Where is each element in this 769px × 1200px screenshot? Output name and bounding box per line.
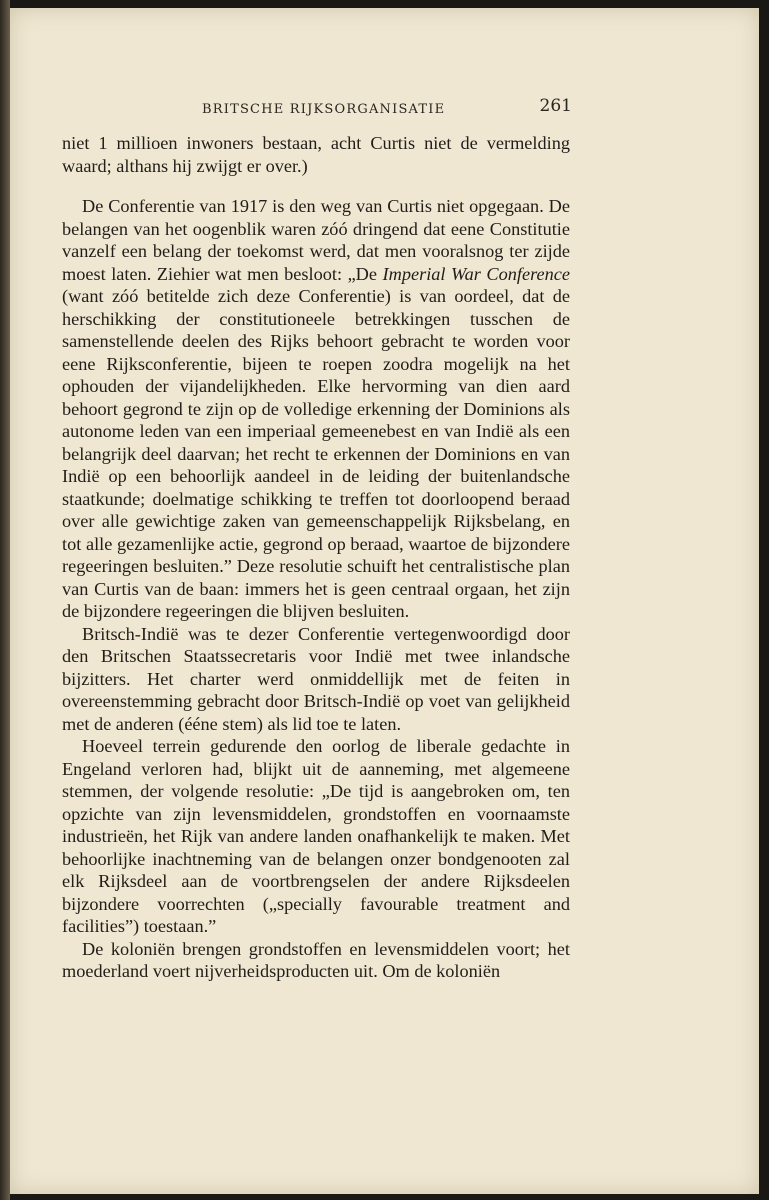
- page-number: 261: [539, 96, 572, 116]
- paragraph: Hoeveel terrein gedurende den oorlog de liberale gedachte in Engeland verloren had, blijkt uit de aanneming, met algemeene stemmen, der volgende resolutie: „De tijd is aangebroken om, ten opzichte van zijn levensmiddelen, grondstoffen en voornaamste industrieën, het Rijk van andere landen onafhankelijk te maken. Met behoorlijke inachtneming van de belangen onzer bondgenooten zal elk Rijksdeel aan de voortbrengselen der andere Rijksdeelen bijzondere voorrechten („specially favourable treatment and facilities”) toestaan.”: [62, 736, 570, 936]
- paragraph: [62, 195, 570, 623]
- paragraph: De koloniën brengen grondstoffen en levensmiddelen voort; het moederland voert nijverheidsproducten uit. Om de koloniën: [62, 938, 570, 981]
- italic-title: Imperial War Conference: [382, 263, 570, 284]
- running-title: BRITSCHE RIJKSORGANISATIE: [202, 102, 446, 117]
- body-text: [62, 132, 570, 983]
- paragraph-text: (want zóó betitelde zich deze Conferentie) is van oordeel, dat de herschikking der constitutioneele betrekkingen tusschen de samenstellende deelen des Rijks behoort gebracht te worden voor eene Rijksconferentie, bijeen te roepen zoodra mogelijk na het ophouden der vijandelijkheden. Elke hervorming van dien aard behoort gegrond te zijn op de volledige erkenning der Dominions als autonome leden van een imperiaal gemeenebest en van Indië als een belangrijk deel daarvan; het recht te erkennen der Dominions en van Indië op een behoorlijk aandeel in de leiding der buitenlandsche staatkunde; doelmatige schikking te treffen tot doorloopend beraad over alle gewichtige zaken van gemeenschappelijk Rijksbelang, en tot alle gezamenlijke actie, gegrond op beraad, waartoe de bijzondere regeeringen besluiten.” Deze resolutie schuift het centralistische plan van Curtis van de baan: immers het is geen centraal orgaan, het zijn de bijzondere regeeringen die blijven besluiten.: [62, 286, 570, 621]
- paragraph-text: De Conferentie van 1917 is den weg van Curtis niet opgegaan. De belangen van het oogenblik waren zóó dringend dat eene Constitutie vanzelf een belang der toekomst werd, dat men vooralsnog ter zijde moest laten. Ziehier wat men besloot: „De: [62, 196, 570, 284]
- page-binding-edge: [0, 0, 10, 1200]
- paragraph: niet 1 millioen inwoners bestaan, acht Curtis niet de vermelding waard; althans hij zwijgt er over.): [62, 133, 570, 176]
- paragraph: Britsch-Indië was te dezer Conferentie vertegenwoordigd door den Britschen Staatssecretaris voor Indië met twee inlandsche bijzitters. Het charter werd onmiddellijk met de feiten in overeenstemming gebracht door Britsch-Indië op voet van gelijkheid met de anderen (ééne stem) als lid toe te laten.: [62, 623, 570, 734]
